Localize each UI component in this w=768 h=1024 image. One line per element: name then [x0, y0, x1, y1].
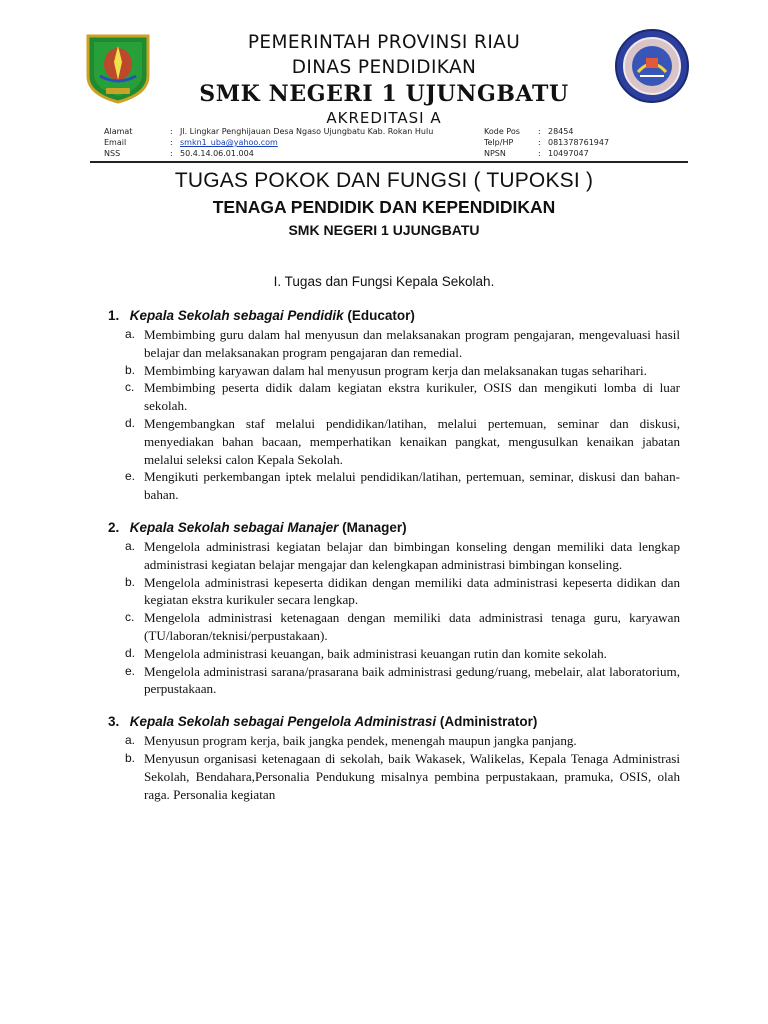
- info-row-postcode: Kode Pos : 28454: [484, 127, 574, 136]
- info-row-address: Alamat : Jl. Lingkar Penghijauan Desa Ngaso Ujungbatu Kab. Rokan Hulu: [104, 127, 434, 136]
- document-body: [100, 306, 680, 817]
- role-task-list: [100, 326, 680, 504]
- document-title: TUGAS POKOK DAN FUNGSI ( TUPOKSI ): [174, 169, 594, 192]
- list-item: b. Membimbing karyawan dalam hal menyusun program kerja dan melaksanakan tugas seharihari.: [125, 362, 647, 378]
- contact-info-right: [484, 126, 609, 159]
- role-heading: 3. Kepala Sekolah sebagai Pengelola Administrasi (Administrator): [108, 714, 538, 730]
- letterhead-divider: [90, 161, 688, 163]
- list-item: e. Mengikuti perkembangan iptek melalui pendidikan/latihan, pertemuan, seminar, diskusi dan bahan-bahan.: [125, 469, 680, 503]
- section-heading: I. Tugas dan Fungsi Kepala Sekolah.: [273, 274, 495, 289]
- info-row-nss: NSS : 50.4.14.06.01.004: [104, 149, 254, 158]
- role-administrator: [100, 712, 680, 803]
- role-heading: 2. Kepala Sekolah sebagai Manajer (Manager): [108, 519, 407, 535]
- info-row-phone: Telp/HP : 081378761947: [484, 138, 610, 147]
- letterhead-accreditation: AKREDITASI A: [326, 109, 442, 127]
- list-item: c. Mengelola administrasi ketenagaan dengan memiliki data administrasi tenaga guru, karyawan (TU/laboran/teknisi/perpustakaan).: [125, 610, 680, 643]
- list-item: c. Membimbing peserta didik dalam kegiatan ekstra kurikuler, OSIS dan mengikuti lomba di luar sekolah.: [125, 380, 680, 414]
- list-item: a. Membimbing guru dalam hal menyusun dan melaksanakan program pengajaran, mengevaluasi hasil belajar dan melaksanakan program pengajaran dan remedial.: [125, 327, 680, 360]
- info-row-email: Email : smkn1_uba@yahoo.com: [104, 138, 278, 147]
- role-task-list: [100, 732, 680, 803]
- letterhead-school-name: SMK NEGERI 1 UJUNGBATU: [199, 81, 569, 107]
- role-manager: [100, 518, 680, 698]
- document-subtitle: TENAGA PENDIDIK DAN KEPENDIDIKAN: [212, 197, 556, 217]
- list-item: a. Menyusun program kerja, baik jangka pendek, menengah maupun jangka panjang.: [125, 733, 577, 749]
- school-seal-icon: [614, 28, 690, 104]
- list-item: b. Menyusun organisasi ketenagaan di sekolah, baik Wakasek, Walikelas, Kepala Tenaga Administrasi Sekolah, Bendahara,Personalia Pendukung misalnya pembina perpustakaan, pramuka, OSIS, olah raga. Personalia kegiatan: [125, 750, 680, 802]
- info-row-npsn: NPSN : 10497047: [484, 149, 589, 158]
- list-item: d. Mengelola administrasi keuangan, baik administrasi keuangan rutin dan komite sekolah.: [125, 645, 607, 661]
- list-item: e. Mengelola administrasi sarana/prasarana baik administrasi gedung/ruang, mebelair, alat laboratorium, perpustakaan.: [125, 663, 680, 697]
- letterhead: [160, 30, 608, 128]
- document-school: SMK NEGERI 1 UJUNGBATU: [288, 222, 480, 238]
- list-item: b. Mengelola administrasi kepeserta didikan dengan memiliki data administrasi kepeserta didikan dan kegiatan ekstra kurikuler secara lengkap.: [125, 574, 680, 608]
- letterhead-government: PEMERINTAH PROVINSI RIAU: [247, 32, 521, 53]
- list-item: d. Mengembangkan staf melalui pendidikan/latihan, melalui pertemuan, seminar dan diskusi, menyediakan bahan bacaan, memperhatikan kenaikan pangkat, mengusulkan kenaikan jabatan melalui seleksi calon Kepala Sekolah.: [125, 415, 680, 467]
- document-titles: [0, 168, 768, 241]
- role-heading: 1. Kepala Sekolah sebagai Pendidik (Educator): [108, 308, 415, 323]
- riau-province-emblem-icon: [82, 32, 154, 104]
- email-link[interactable]: smkn1_uba@yahoo.com: [180, 138, 278, 147]
- role-educator: [100, 306, 680, 504]
- role-task-list: [100, 538, 680, 698]
- list-item: a. Mengelola administrasi kegiatan belajar dan bimbingan konseling dengan memiliki data lengkap administrasi kegiatan belajar mengajar dan kelengkapan administrasi bimbingan konseling.: [125, 538, 680, 572]
- contact-info-left: [104, 126, 433, 159]
- letterhead-department: DINAS PENDIDIKAN: [291, 57, 477, 78]
